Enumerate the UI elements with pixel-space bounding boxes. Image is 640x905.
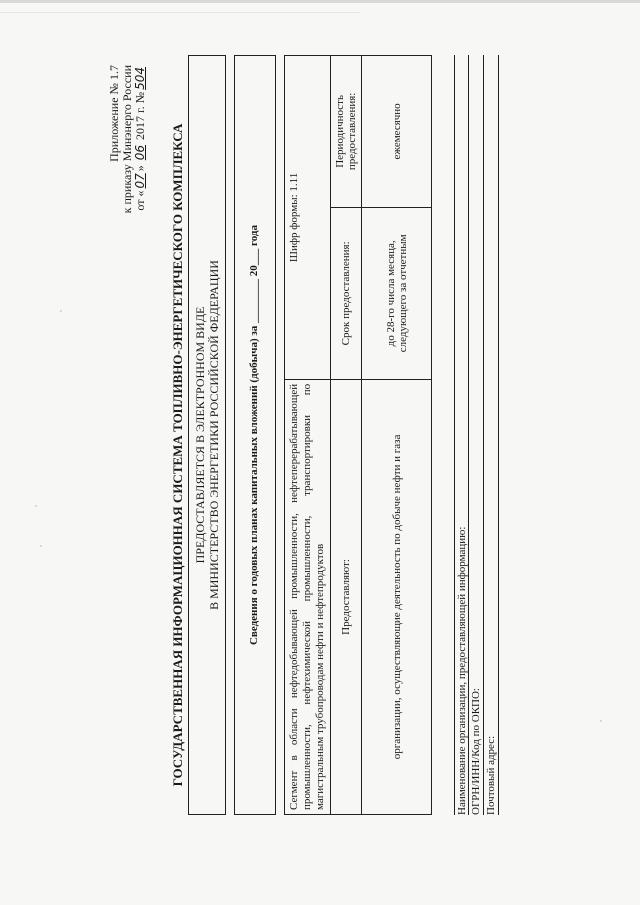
scan-edge-faint xyxy=(0,12,360,13)
submission-box xyxy=(188,55,226,815)
appendix-number: Приложение № 1.7 xyxy=(107,65,121,162)
scan-speck xyxy=(40,545,42,547)
report-title xyxy=(248,56,260,814)
segment-text: Сегмент в области нефтедобывающей промышленности, нефтеперерабатывающей промышленности, нефтехимической промышленности, транспортировки по магистральным трубопроводам нефти и нефтепродуктов xyxy=(285,379,331,814)
scan-edge xyxy=(0,0,640,3)
report-period-blank: ________ xyxy=(248,278,260,323)
providers-value: организации, осуществляющие деятельность по добыче нефти и газа xyxy=(362,379,432,814)
date-prefix: от « xyxy=(133,190,147,211)
handwritten-day: 07 xyxy=(133,173,147,189)
handwritten-month: 06 xyxy=(133,144,147,161)
form-code: Шифр формы: 1.11 xyxy=(285,56,331,380)
values-row xyxy=(362,56,432,815)
handwritten-order-number: 504 xyxy=(133,67,147,90)
submission-line-1: ПРЕДОСТАВЛЯЕТСЯ В ЭЛЕКТРОННОМ ВИДЕ xyxy=(193,306,207,564)
rotated-form-sheet xyxy=(100,25,620,885)
date-mid: » xyxy=(133,162,147,172)
header-row xyxy=(331,56,362,815)
system-title: ГОСУДАРСТВЕННАЯ ИНФОРМАЦИОННАЯ СИСТЕМА ТОПЛИВНО-ЭНЕРГЕТИЧЕСКОГО КОМПЛЕКСА xyxy=(170,123,185,787)
organization-info xyxy=(454,55,499,815)
providers-header: Предоставляют: xyxy=(331,379,362,814)
segment-row xyxy=(285,56,331,815)
address-field[interactable]: Почтовый адрес: xyxy=(484,55,499,815)
scan-speck xyxy=(35,505,37,507)
org-name-field[interactable]: Наименование организации, предоставляющей информацию: xyxy=(454,55,469,815)
scan-speck xyxy=(60,310,62,312)
deadline-header: Срок предоставления: xyxy=(331,207,362,379)
appendix-order: к приказу Минэнерго России xyxy=(120,65,134,214)
form-table xyxy=(284,55,432,815)
submission-line-2: В МИНИСТЕРСТВО ЭНЕРГЕТИКИ РОССИЙСКОЙ ФЕДЕРАЦИИ xyxy=(207,260,221,610)
report-year-prefix: 20 xyxy=(248,265,260,277)
periodicity-value: ежемесячно xyxy=(362,56,432,208)
report-title-text: Сведения о годовых планах капитальных вложений (добыча) за xyxy=(248,325,260,646)
ogrn-field[interactable]: ОГРН/ИНН/Код по ОКПО: xyxy=(469,55,484,815)
appendix-block xyxy=(108,65,147,213)
date-year: 2017 г. № xyxy=(133,91,147,143)
report-year-blank: ___ xyxy=(248,248,260,266)
appendix-date-line xyxy=(134,65,147,213)
report-year-suffix: года xyxy=(248,225,260,246)
periodicity-header: Периодичность предоставления: xyxy=(331,56,362,208)
report-title-box xyxy=(234,55,276,815)
deadline-value: до 28-го числа месяца, следующего за отчетным xyxy=(362,207,432,379)
